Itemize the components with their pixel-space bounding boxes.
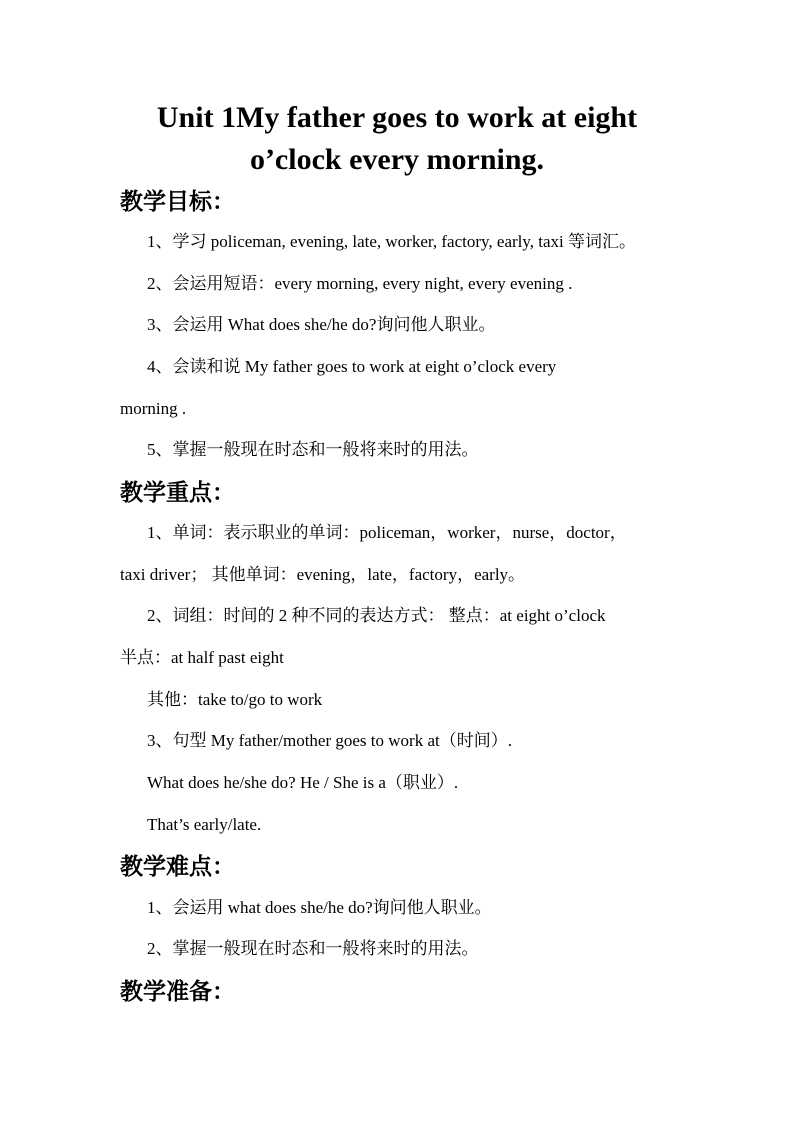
- key-point-line: What does he/she do? He / She is a（职业）.: [147, 773, 459, 792]
- key-point-line-continuation: 半点：at half past eight: [120, 648, 284, 667]
- difficulty-line: 2、掌握一般现在时态和一般将来时的用法。: [147, 939, 479, 958]
- section-heading-difficulties: 教学难点：: [120, 854, 235, 879]
- difficulty-line: 1、会运用 what does she/he do?询问他人职业。: [147, 898, 492, 917]
- objective-line: 5、掌握一般现在时态和一般将来时的用法。: [147, 440, 479, 459]
- section-heading-objectives: 教学目标：: [120, 189, 235, 214]
- section-heading-key-points: 教学重点：: [120, 480, 235, 505]
- objective-line: 4、会读和说 My father goes to work at eight o’clock every: [147, 357, 557, 376]
- key-point-line-continuation: taxi driver； 其他单词：evening，late，factory，early。: [120, 565, 526, 584]
- key-point-line: 1、单词：表示职业的单词：policeman，worker，nurse，doctor，: [147, 523, 627, 542]
- document-title-line-2: o’clock every morning.: [249, 143, 545, 176]
- objective-line: 2、会运用短语：every morning, every night, every evening .: [147, 274, 573, 293]
- section-heading-preparation: 教学准备：: [120, 979, 235, 1004]
- objective-line: 1、学习 policeman, evening, late, worker, factory, early, taxi 等词汇。: [147, 232, 637, 251]
- key-point-line: That’s early/late.: [147, 815, 262, 834]
- key-point-line: 3、句型 My father/mother goes to work at（时间）.: [147, 731, 512, 750]
- objective-line-continuation: morning .: [120, 399, 187, 418]
- objective-line: 3、会运用 What does she/he do?询问他人职业。: [147, 315, 496, 334]
- key-point-line: 2、词组：时间的 2 种不同的表达方式： 整点：at eight o’clock: [147, 606, 606, 625]
- key-point-line: 其他：take to/go to work: [147, 690, 323, 709]
- document-title-line-1: Unit 1My father goes to work at eight: [156, 101, 638, 134]
